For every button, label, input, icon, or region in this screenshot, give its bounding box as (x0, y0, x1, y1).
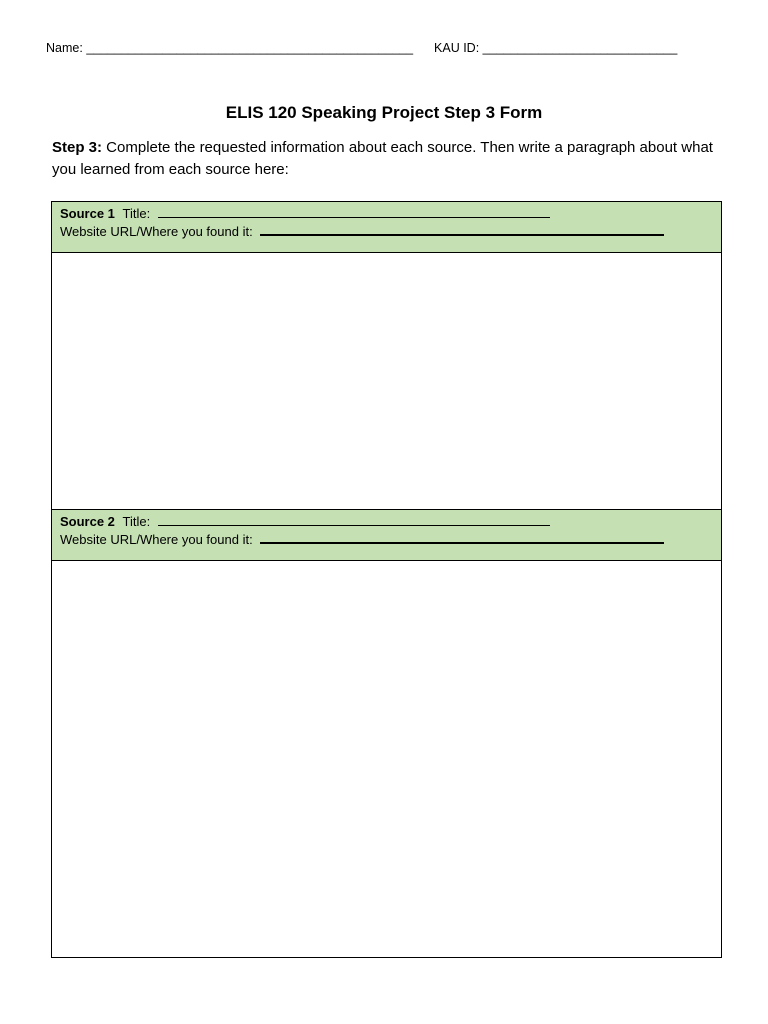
source-2-header (52, 510, 721, 561)
source-1-paragraph-area[interactable] (52, 253, 721, 510)
source-2-url-label: Website URL/Where you found it: (60, 532, 253, 547)
source-1-title-label: Title: (122, 206, 151, 221)
name-label: Name: (46, 41, 83, 55)
source-1-header (52, 202, 721, 253)
instructions (52, 137, 722, 181)
instructions-text: Complete the requested information about each source. Then write a paragraph about what you learned from each source here: (52, 139, 713, 178)
source-1-url-label: Website URL/Where you found it: (60, 224, 253, 239)
source-2-title-field[interactable] (158, 512, 550, 526)
kau-id-field[interactable]: ____________________________ (482, 41, 678, 55)
source-1-title-field[interactable] (158, 204, 550, 218)
source-1-url-field[interactable] (260, 221, 664, 236)
name-field[interactable]: _______________________________________________ (86, 41, 414, 55)
source-2-paragraph-area[interactable] (52, 561, 721, 957)
kau-id-label: KAU ID: (434, 41, 480, 55)
name-kau-header (46, 41, 726, 55)
source-2-url-field[interactable] (260, 529, 664, 544)
source-2-title-label: Title: (122, 514, 151, 529)
sources-table (51, 201, 722, 958)
source-1-label: Source 1 (60, 206, 115, 221)
source-2-label: Source 2 (60, 514, 115, 529)
page-title: ELIS 120 Speaking Project Step 3 Form (225, 103, 543, 122)
step-label: Step 3: (52, 139, 103, 156)
